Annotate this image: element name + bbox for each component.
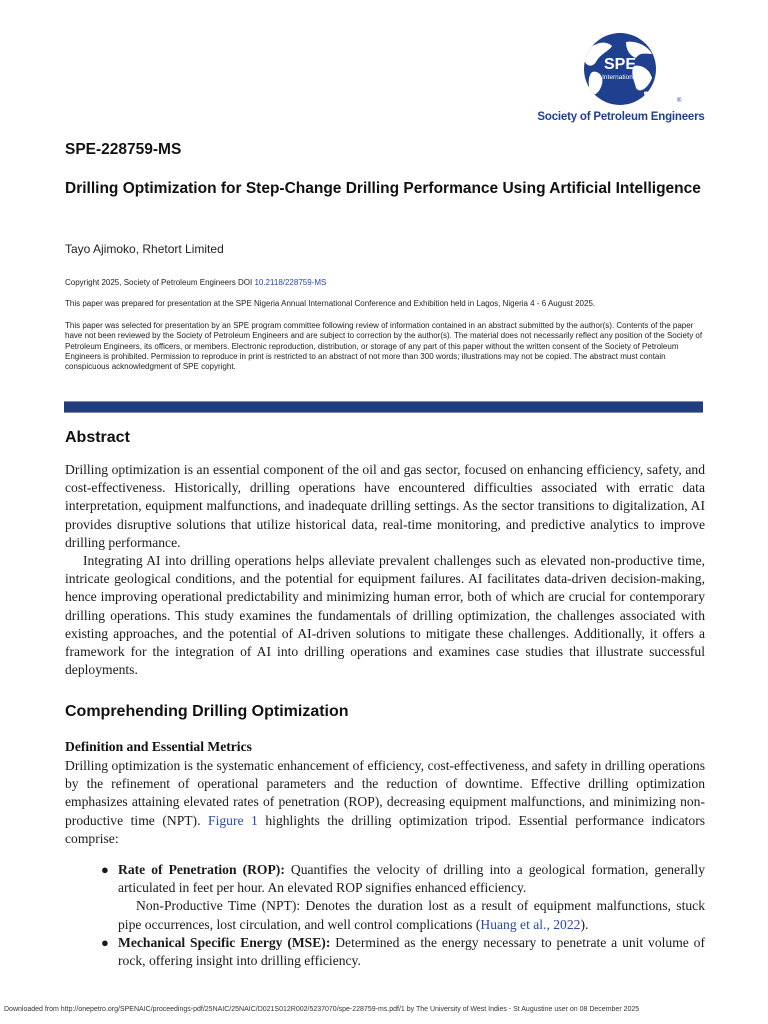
spe-logo bbox=[536, 32, 706, 124]
abstract-paragraph-1: Drilling optimization is an essential component of the oil and gas sector, focused on enhancing efficiency, safety, and cost-effectiveness. Historically, drilling operations have encountered difficulties associated with erratic data interpretation, equipment malfunctions, and inadequate drilling settings. As the sector transitions to digitalization, AI provides disruptive solutions that utilize historical data, real-time monitoring, and predictive analytics to improve drilling performance. bbox=[65, 462, 705, 550]
doi-link[interactable]: 10.2118/228759-MS bbox=[254, 278, 327, 287]
prepared-statement: This paper was prepared for presentation at the SPE Nigeria Annual International Conference and Exhibition held in Lagos, Nigeria 4 - 6 August 2025. bbox=[65, 299, 596, 308]
paper-authors: Tayo Ajimoko, Rhetort Limited bbox=[65, 242, 224, 256]
section-divider bbox=[64, 401, 703, 413]
download-footer: Downloaded from http://onepetro.org/SPENAIC/proceedings-pdf/25NAIC/25NAIC/D021S012R002/5237070/spe-228759-ms.pdf/1 by The University of West Indies - St Augustine user on 08 December 2025 bbox=[4, 1006, 640, 1013]
npt-text-after: ). bbox=[580, 916, 589, 932]
list-item-term: Rate of Penetration (ROP): bbox=[118, 862, 285, 877]
svg-text:®: ® bbox=[677, 98, 682, 104]
section-paragraph-1 bbox=[65, 757, 705, 848]
section-heading: Comprehending Drilling Optimization bbox=[65, 703, 349, 720]
paragraph-text-after: highlights the drilling optimization tripod. Essential performance indicators comprise: bbox=[65, 812, 706, 846]
paragraph-text-before: Drilling optimization is the systematic enhancement of efficiency, cost-effectiveness, and safety in drilling operations by the refinement of operational parameters and the reduction of downtime. Effective drilling optimization emphasizes attaining elevated rates of penetration (ROP), decreasing equipment malfunctions, and minimizing non-productive time (NPT). bbox=[65, 758, 705, 828]
copyright-text: Copyright 2025, Society of Petroleum Engineers DOI bbox=[65, 278, 255, 287]
list-item bbox=[65, 861, 705, 897]
bullet-icon: ● bbox=[101, 862, 109, 877]
npt-text: Non-Productive Time (NPT): Denotes the duration lost as a result of equipment malfunctions, stuck pipe occurrences, lost circulation, and well control complications ( bbox=[118, 898, 705, 932]
subsection-heading: Definition and Essential Metrics bbox=[65, 739, 252, 754]
npt-paragraph bbox=[65, 897, 705, 933]
copyright-line bbox=[65, 278, 705, 288]
logo-mark-subtext: International bbox=[602, 74, 638, 81]
logo-org-name: Society of Petroleum Engineers bbox=[537, 111, 705, 123]
selection-statement: This paper was selected for presentation by an SPE program committee following review of information contained in an abstract submitted by the author(s). Contents of the paper have not been reviewed by the Society of Petroleum Engineers and are subject to correction by the author(s). The material does not necessarily reflect any position of the Society of Petroleum Engineers, its officers, or members. Electronic reproduction, distribution, or storage of any part of this paper without the written consent of the Society of Petroleum Engineers is prohibited. Permission to reproduce in print is restricted to an abstract of not more than 300 words; illustrations may not be copied. The abstract must contain conspicuous acknowledgment of SPE copyright. bbox=[65, 321, 703, 372]
bullet-icon: ● bbox=[101, 934, 109, 950]
list-item bbox=[65, 934, 705, 970]
abstract-paragraph-2: Integrating AI into drilling operations helps alleviate prevalent challenges such as elevated non-productive time, intricate geological conditions, and the potential for equipment failures. AI facilitates data-driven decision-making, hence improving operational predictability and minimizing human error, both of which are crucial for contemporary drilling operations. This study examines the fundamentals of drilling optimization, the challenges associated with existing approaches, and the potential of AI-driven solutions to mitigate these challenges. Additionally, it offers a framework for the integration of AI into drilling operations and examines case studies that illustrate successful deployments. bbox=[65, 553, 705, 678]
paper-title: Drilling Optimization for Step-Change Drilling Performance Using Artificial Intelligence bbox=[65, 180, 701, 197]
logo-mark-text: SPE bbox=[603, 56, 637, 73]
paper-id: SPE-228759-MS bbox=[65, 141, 182, 158]
list-item-text: Determined as the energy necessary to penetrate a unit volume of rock, offering insight into drilling efficiency. bbox=[118, 934, 705, 969]
abstract-heading: Abstract bbox=[65, 429, 130, 446]
figure-1-link[interactable]: Figure 1 bbox=[208, 812, 258, 828]
huang-2022-citation-link[interactable]: Huang et al., 2022 bbox=[480, 916, 581, 932]
spe-globe-logo-icon bbox=[556, 32, 684, 106]
list-item-text: Quantifies the velocity of drilling into a geological formation, generally articulated in feet per hour. An elevated ROP signifies enhanced efficiency. bbox=[118, 862, 705, 896]
metrics-list bbox=[65, 861, 705, 970]
list-item-term: Mechanical Specific Energy (MSE): bbox=[118, 934, 331, 950]
